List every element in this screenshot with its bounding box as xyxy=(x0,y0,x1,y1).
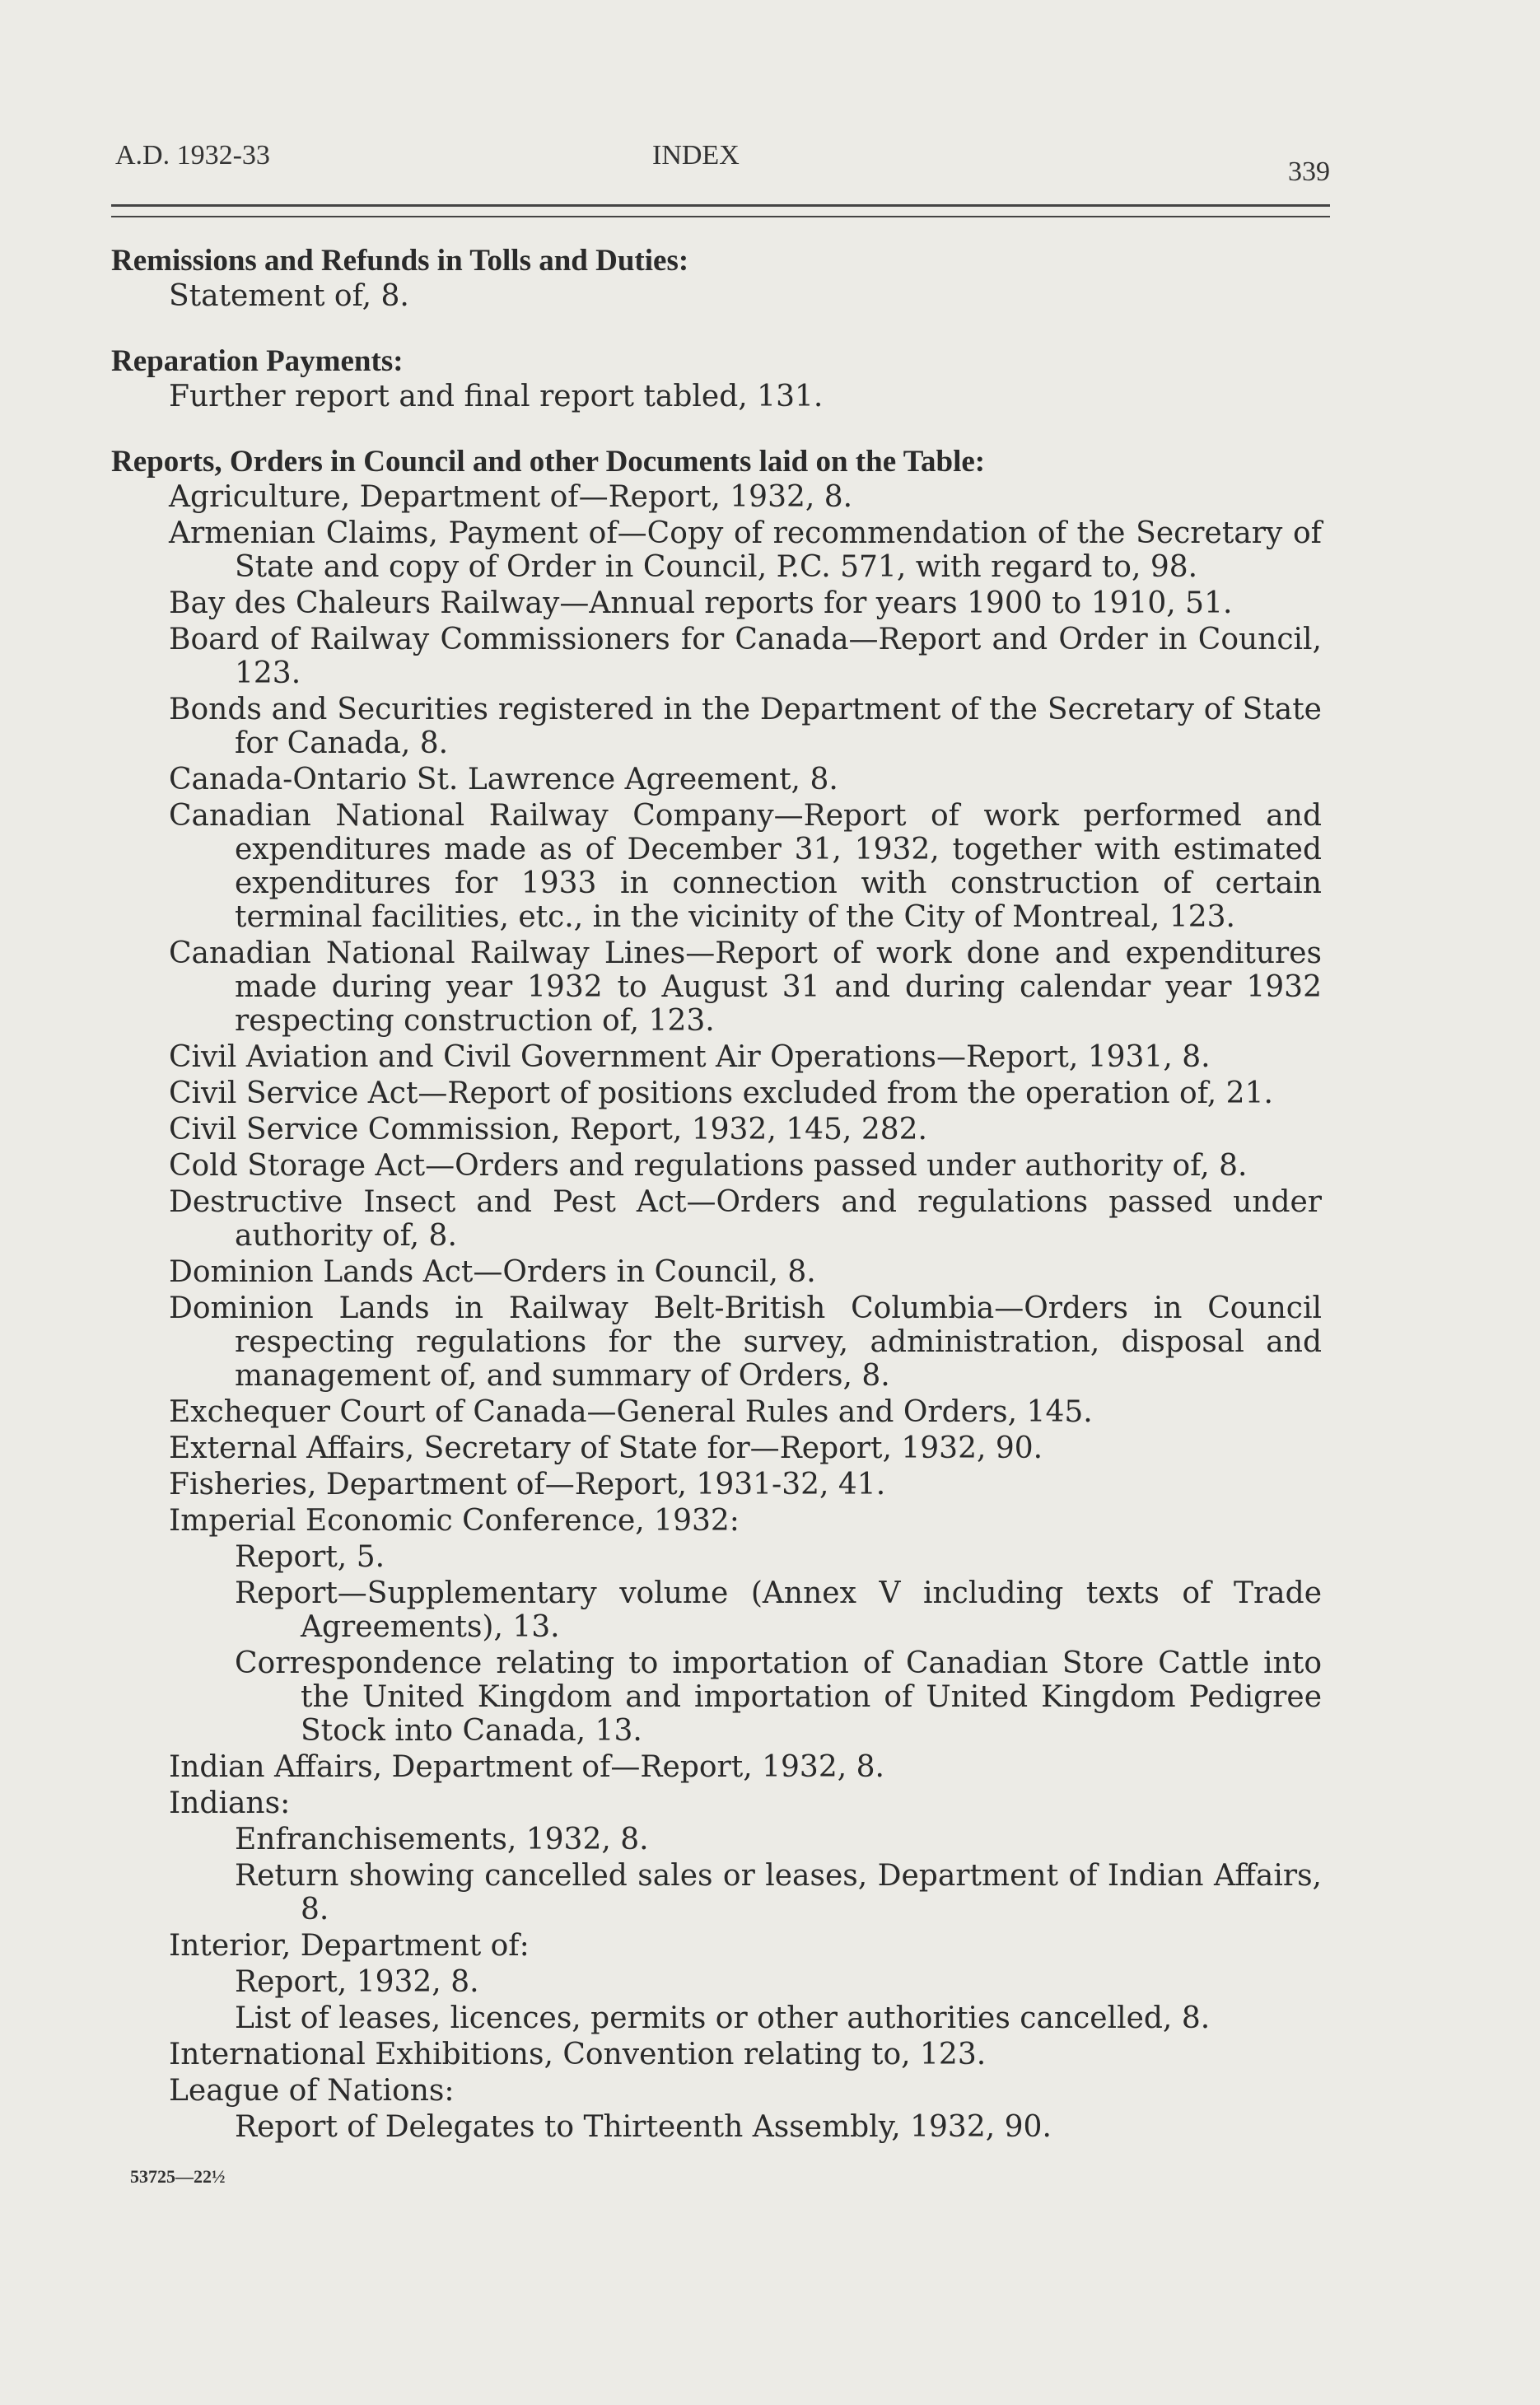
index-entry: Indian Affairs, Department of—Report, 1932, 8. xyxy=(169,1750,884,1784)
footer-print-code: 53725—22½ xyxy=(130,2166,226,2187)
index-entry: Exchequer Court of Canada—General Rules and Orders, 145. xyxy=(169,1395,1093,1429)
index-entry: Interior, Department of: xyxy=(169,1929,530,1963)
header-rule-bottom xyxy=(111,216,1330,217)
section-heading: Remissions and Refunds in Tolls and Duties: xyxy=(111,244,689,278)
index-entry: Cold Storage Act—Orders and regulations passed under authority of, 8. xyxy=(169,1149,1248,1183)
index-entry: Bonds and Securities registered in the Department of the Secretary of State for Canada, 8. xyxy=(169,693,1322,760)
index-content xyxy=(111,244,1322,2175)
page-header xyxy=(115,140,1330,189)
index-entry: Further report and final report tabled, 131. xyxy=(169,380,824,413)
page-number: 339 xyxy=(1288,156,1330,187)
index-entry: Bay des Chaleurs Railway—Annual reports for years 1900 to 1910, 51. xyxy=(169,586,1233,620)
index-section xyxy=(111,244,1322,313)
index-entry: Civil Service Commission, Report, 1932, 145, 282. xyxy=(169,1113,927,1146)
index-entry: Agriculture, Department of—Report, 1932, 8. xyxy=(169,480,853,514)
header-rule-top xyxy=(111,204,1330,207)
index-entry: Civil Aviation and Civil Government Air Operations—Report, 1931, 8. xyxy=(169,1040,1211,1074)
index-section xyxy=(111,445,1322,2144)
index-entry: Dominion Lands in Railway Belt-British Columbia—Orders in Council respecting regulations for the survey, administration, disposal and management of, and summary of Orders, 8. xyxy=(169,1291,1322,1393)
index-entry: International Exhibitions, Convention relating to, 123. xyxy=(169,2038,987,2071)
index-subentry: Correspondence relating to importation of Canadian Store Cattle into the United Kingdom and importation of United Kingdom Pedigree Stock into Canada, 13. xyxy=(235,1646,1322,1748)
index-entry: Canadian National Railway Lines—Report of work done and expenditures made during year 1932 to August 31 and during calendar year 1932 respecting construction of, 123. xyxy=(169,936,1322,1038)
index-subentry: List of leases, licences, permits or other authorities cancelled, 8. xyxy=(235,2001,1211,2035)
index-subentry: Report, 1932, 8. xyxy=(235,1965,479,1999)
index-entry: Dominion Lands Act—Orders in Council, 8. xyxy=(169,1255,816,1289)
index-entry: League of Nations: xyxy=(169,2074,455,2108)
header-title: INDEX xyxy=(652,140,740,170)
index-entry: Armenian Claims, Payment of—Copy of recommendation of the Secretary of State and copy of Order in Council, P.C. 571, with regard to, 98. xyxy=(169,516,1322,584)
index-entry: Statement of, 8. xyxy=(169,279,409,313)
index-entry: Board of Railway Commissioners for Canada—Report and Order in Council, 123. xyxy=(169,623,1322,690)
index-entry: Destructive Insect and Pest Act—Orders and regulations passed under authority of, 8. xyxy=(169,1185,1322,1253)
index-subentry: Report, 5. xyxy=(235,1540,385,1574)
section-heading: Reparation Payments: xyxy=(111,344,404,378)
index-entry: Fisheries, Department of—Report, 1931-32, 41. xyxy=(169,1468,886,1501)
index-entry: Indians: xyxy=(169,1786,291,1820)
index-entry: External Affairs, Secretary of State for—Report, 1932, 90. xyxy=(169,1431,1043,1465)
section-heading: Reports, Orders in Council and other Documents laid on the Table: xyxy=(111,445,986,479)
index-subentry: Report of Delegates to Thirteenth Assembly, 1932, 90. xyxy=(235,2110,1052,2144)
index-entry: Canada-Ontario St. Lawrence Agreement, 8. xyxy=(169,763,838,796)
index-subentry: Enfranchisements, 1932, 8. xyxy=(235,1823,649,1856)
index-entry: Imperial Economic Conference, 1932: xyxy=(169,1504,740,1538)
header-date-range: A.D. 1932-33 xyxy=(115,140,270,170)
index-entry: Civil Service Act—Report of positions excluded from the operation of, 21. xyxy=(169,1076,1273,1110)
index-subentry: Return showing cancelled sales or leases, Department of Indian Affairs, 8. xyxy=(235,1859,1322,1926)
index-entry: Canadian National Railway Company—Report of work performed and expenditures made as of December 31, 1932, together with estimated expenditures for 1933 in connection with construction of certain terminal facilities, etc., in the vicinity of the City of Montreal, 123. xyxy=(169,799,1322,934)
index-section xyxy=(111,344,1322,413)
index-subentry: Report—Supplementary volume (Annex V including texts of Trade Agreements), 13. xyxy=(235,1576,1322,1644)
